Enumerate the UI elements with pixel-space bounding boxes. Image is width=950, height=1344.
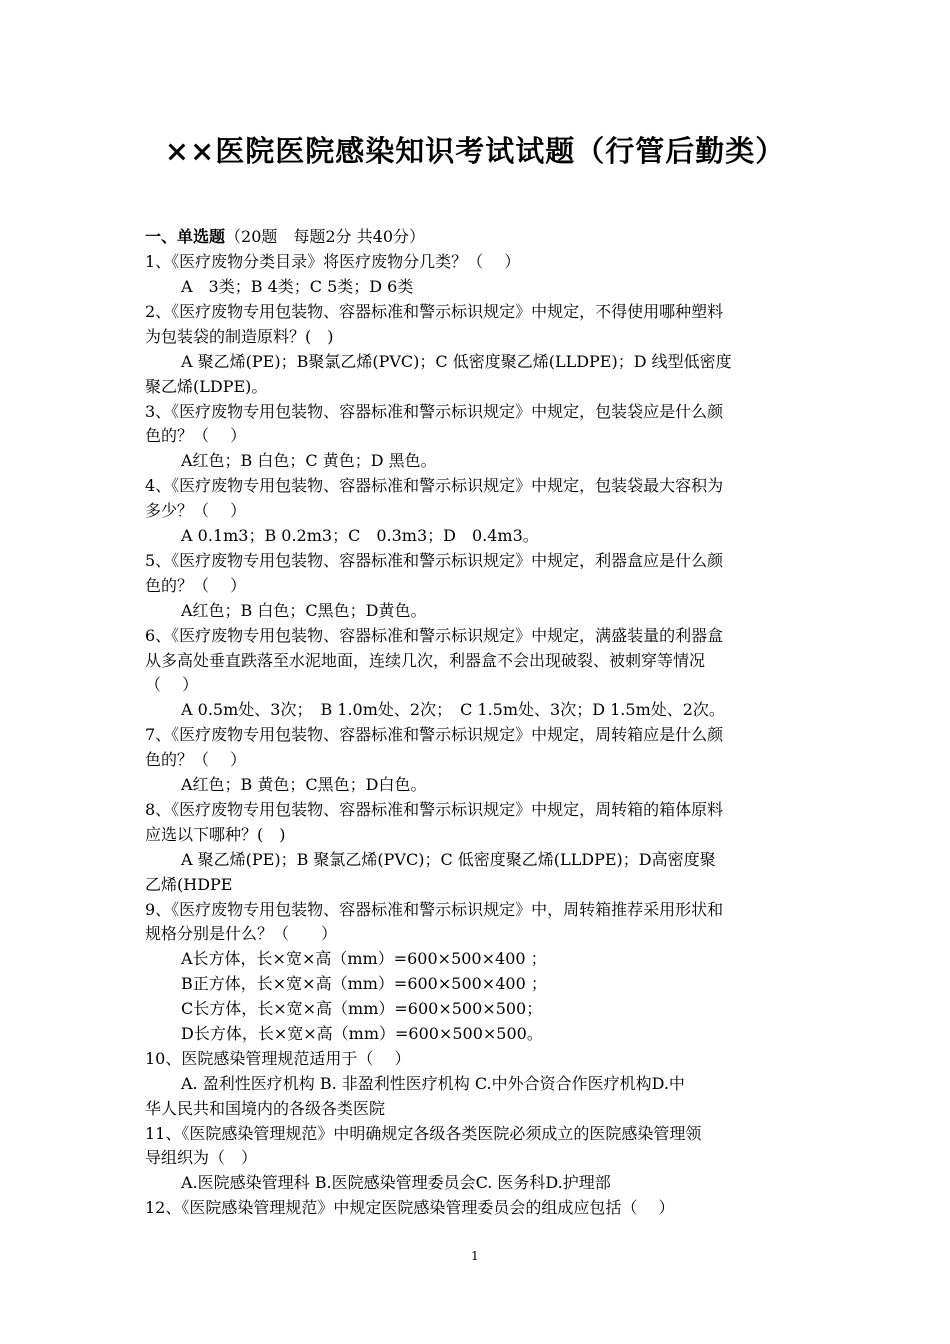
options-line: C长方体，长×宽×高（mm）=600×500×500； [181, 999, 543, 1018]
question-line: 12、《医院感染管理规范》中规定医院感染管理委员会的组成应包括（ ） [145, 1198, 675, 1217]
options-line: A红色；B 白色；C 黄色；D 黑色。 [181, 451, 437, 470]
question-line: 色的？（ ） [145, 750, 247, 769]
question-line: 多少？（ ） [145, 501, 247, 520]
question-line: 从多高处垂直跌落至水泥地面，连续几次，利器盒不会出现破裂、被刺穿等情况 [145, 651, 706, 670]
section-label: 一、单选题 [145, 227, 226, 246]
question-line: 规格分别是什么？（ ） [145, 924, 338, 943]
question-line: 应选以下哪种？( ) [145, 825, 286, 844]
page-number: 1 [471, 1249, 479, 1263]
options-line: A 0.1m3；B 0.2m3；C 0.3m3；D 0.4m3。 [181, 526, 539, 545]
question-line: 2、《医疗废物专用包装物、容器标准和警示标识规定》中规定，不得使用哪种塑料 [145, 302, 724, 321]
options-line: 华人民共和国境内的各级各类医院 [145, 1099, 386, 1118]
options-line: 乙烯(HDPE [145, 875, 233, 894]
question-line: 6、《医疗废物专用包装物、容器标准和警示标识规定》中规定，满盛装量的利器盒 [145, 626, 724, 645]
question-line: 3、《医疗废物专用包装物、容器标准和警示标识规定》中规定，包装袋应是什么颜 [145, 402, 724, 421]
options-line: D长方体，长×宽×高（mm）=600×500×500。 [181, 1024, 543, 1043]
options-line: A 0.5m处、3次； B 1.0m处、2次； C 1.5m处、3次；D 1.5m处、2次。 [181, 700, 725, 719]
options-line: A 3类；B 4类；C 5类；D 6类 [181, 277, 414, 296]
options-line: 聚乙烯(LDPE)。 [145, 377, 268, 396]
options-line: A长方体，长×宽×高（mm）=600×500×400 ； [181, 949, 547, 968]
options-line: A红色；B 黄色；C黑色；D白色。 [181, 775, 427, 794]
question-line: 色的？（ ） [145, 426, 247, 445]
question-line: 7、《医疗废物专用包装物、容器标准和警示标识规定》中规定，周转箱应是什么颜 [145, 725, 724, 744]
question-line: 9、《医疗废物专用包装物、容器标准和警示标识规定》中，周转箱推荐采用形状和 [145, 900, 724, 919]
options-line: A 聚乙烯(PE)；B聚氯乙烯(PVC)；C 低密度聚乙烯(LLDPE)；D 线型低密度 [181, 352, 732, 371]
question-line: 5、《医疗废物专用包装物、容器标准和警示标识规定》中规定，利器盒应是什么颜 [145, 551, 724, 570]
question-line: 为包装袋的制造原料？( ) [145, 327, 334, 346]
options-line: A. 盈利性医疗机构 B. 非盈利性医疗机构 C.中外合资合作医疗机构D.中 [181, 1074, 685, 1093]
section-note: （20题 每题2分 共40分） [225, 227, 426, 246]
section-heading [145, 227, 815, 247]
options-line: A 聚乙烯(PE)；B 聚氯乙烯(PVC)；C 低密度聚乙烯(LLDPE)；D高密度聚 [181, 850, 716, 869]
question-line: 8、《医疗废物专用包装物、容器标准和警示标识规定》中规定，周转箱的箱体原料 [145, 800, 724, 819]
options-line: A.医院感染管理科 B.医院感染管理委员会C. 医务科D.护理部 [181, 1173, 611, 1192]
question-line: 4、《医疗废物专用包装物、容器标准和警示标识规定》中规定，包装袋最大容积为 [145, 476, 724, 495]
exam-title: ××医院医院感染知识考试试题（行管后勤类） [164, 134, 786, 168]
question-line: 导组织为（ ） [145, 1148, 258, 1167]
options-line: A红色；B 白色；C黑色；D黄色。 [181, 601, 427, 620]
question-line: 11、《医院感染管理规范》中明确规定各级各类医院必须成立的医院感染管理领 [145, 1124, 702, 1143]
question-line: 色的？（ ） [145, 576, 247, 595]
question-line: （ ） [145, 675, 199, 694]
options-line: B正方体，长×宽×高（mm）=600×500×400 ； [181, 974, 547, 993]
question-line: 1、《医疗废物分类目录》将医疗废物分几类？（ ） [145, 252, 521, 271]
question-line: 10、医院感染管理规范适用于（ ） [145, 1049, 411, 1068]
